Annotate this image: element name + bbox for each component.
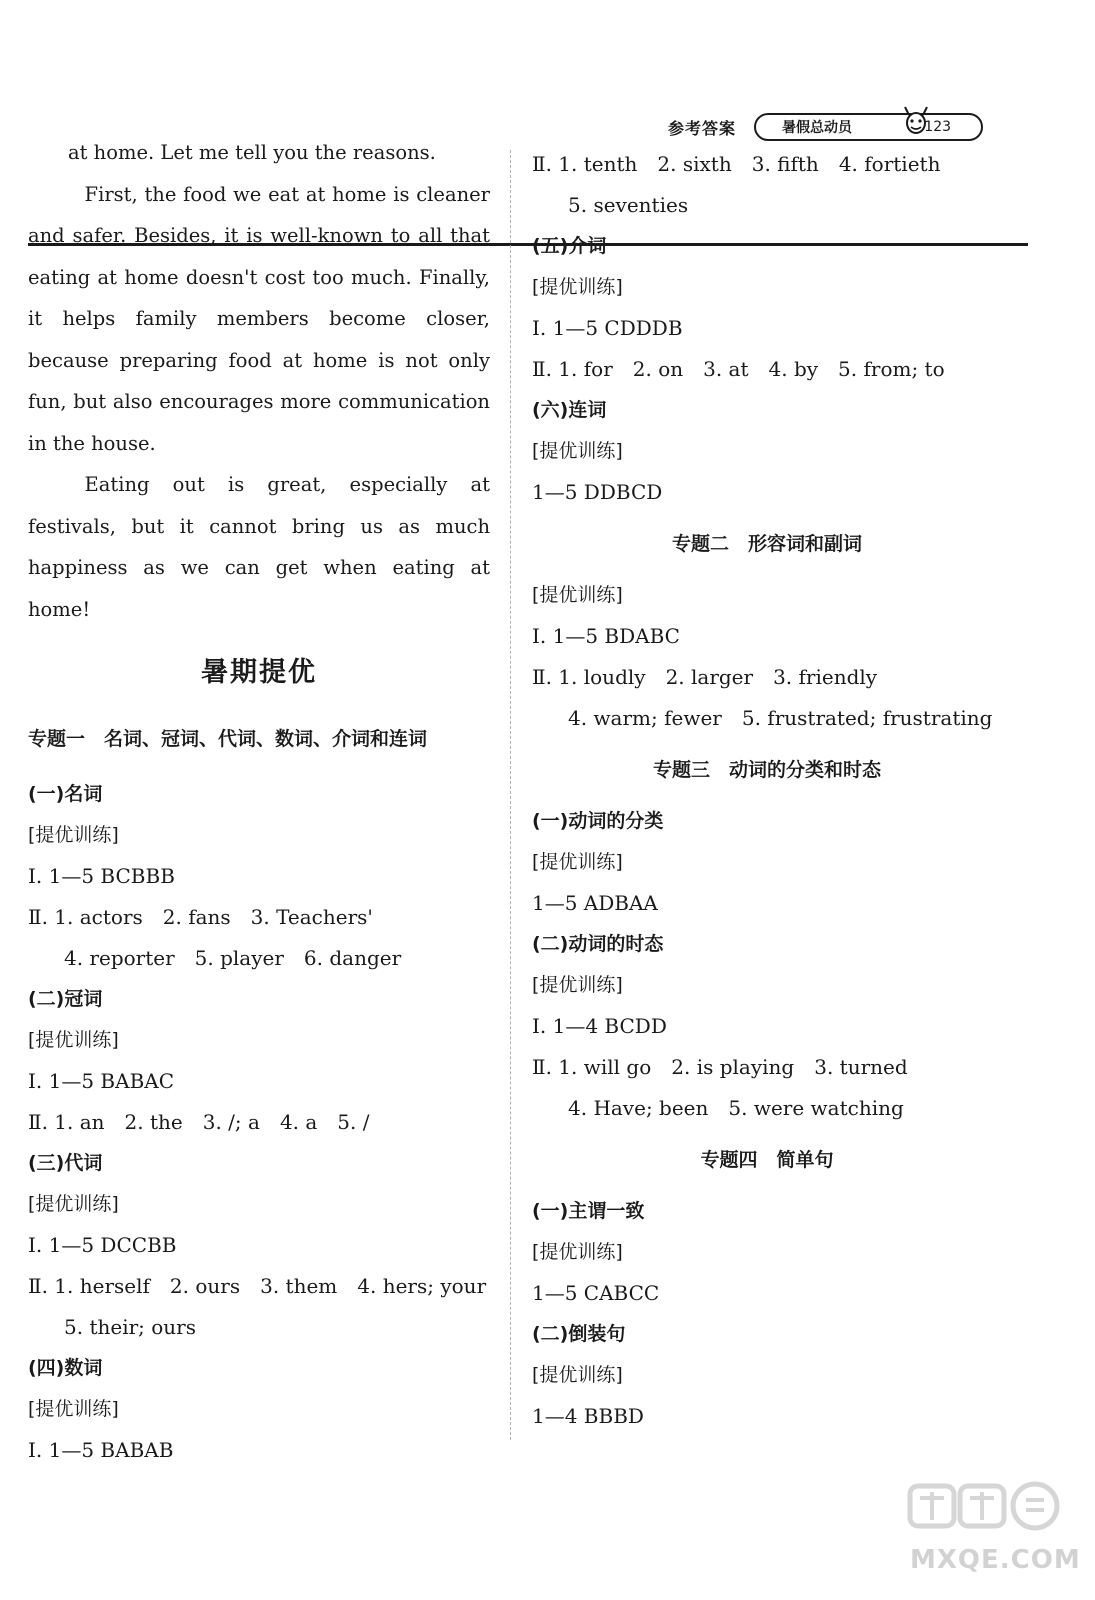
header-series-title: 暑假总动员: [782, 120, 853, 136]
essay-paragraph: Eating out is great, especially at festivals, but it cannot bring us as much happiness as we can get when eating at home!: [28, 473, 490, 621]
answer-line: 1—5 ADBAA: [532, 891, 658, 915]
header-label: 参考答案: [668, 118, 737, 138]
subsection-heading: (一)主谓一致: [532, 1200, 645, 1222]
answer-line: Ⅱ. 1. loudly 2. larger 3. friendly: [532, 665, 878, 689]
answer-line: 4. reporter 5. player 6. danger: [64, 946, 402, 970]
answer-line: 4. warm; fewer 5. frustrated; frustrating: [568, 706, 993, 730]
column-divider: [510, 150, 512, 1440]
subsection-heading: (三)代词: [28, 1152, 103, 1174]
subsection-heading: (二)动词的时态: [532, 933, 664, 955]
training-label: [提优训练]: [532, 1364, 623, 1386]
page-number: 123: [924, 119, 952, 135]
answer-line: 4. Have; been 5. were watching: [568, 1096, 904, 1120]
subsection-heading: (二)倒装句: [532, 1323, 626, 1345]
answer-line: 1—5 CABCC: [532, 1281, 660, 1305]
answer-line: Ⅱ. 1. for 2. on 3. at 4. by 5. from; to: [532, 357, 945, 381]
answer-line: Ⅱ. 1. an 2. the 3. /; a 4. a 5. /: [28, 1110, 370, 1134]
answer-line: Ⅱ. 1. herself 2. ours 3. them 4. hers; your: [28, 1274, 487, 1298]
answer-line: Ⅰ. 1—4 BCDD: [532, 1014, 667, 1038]
answer-line: 5. seventies: [568, 193, 689, 217]
answer-line: 1—4 BBBD: [532, 1404, 644, 1428]
training-label: [提优训练]: [532, 440, 623, 462]
subsection-heading: (一)名词: [28, 783, 103, 805]
header-badge: [754, 113, 983, 141]
right-column: [532, 144, 1002, 1437]
topic-heading: 专题一 名词、冠词、代词、数词、介词和连词: [28, 728, 428, 750]
answer-line: Ⅱ. 1. will go 2. is playing 3. turned: [532, 1055, 908, 1079]
essay-paragraph: at home. Let me tell you the reasons.: [68, 141, 436, 164]
training-label: [提优训练]: [532, 851, 623, 873]
topic-heading: 专题三 动词的分类和时态: [652, 759, 881, 781]
essay-paragraph: First, the food we eat at home is cleaner and safer. Besides, it is well-known to all that eating at home doesn't cost too much. Finally, it helps family members become closer, because preparing food at home is not only fun, but also encourages more communication in the house.: [28, 182, 490, 455]
watermark-text: MXQE.COM: [910, 1545, 1081, 1575]
training-label: [提优训练]: [28, 1029, 119, 1051]
answer-line: Ⅰ. 1—5 BABAB: [28, 1438, 174, 1462]
answer-line: 5. their; ours: [64, 1315, 196, 1339]
subsection-heading: (六)连词: [532, 399, 607, 421]
answer-line: Ⅱ. 1. actors 2. fans 3. Teachers': [28, 905, 373, 929]
answer-line: Ⅰ. 1—5 CDDDB: [532, 316, 683, 340]
answer-line: 1—5 DDBCD: [532, 480, 663, 504]
training-label: [提优训练]: [532, 1241, 623, 1263]
topic-heading: 专题四 简单句: [700, 1149, 834, 1171]
left-column: [28, 132, 490, 1471]
training-label: [提优训练]: [28, 1193, 119, 1215]
section-title: 暑期提优: [201, 657, 317, 688]
training-label: [提优训练]: [28, 824, 119, 846]
answer-line: Ⅰ. 1—5 BDABC: [532, 624, 680, 648]
topic-heading: 专题二 形容词和副词: [671, 533, 862, 555]
training-label: [提优训练]: [532, 276, 623, 298]
subsection-heading: (五)介词: [532, 235, 607, 257]
answer-line: Ⅰ. 1—5 DCCBB: [28, 1233, 177, 1257]
training-label: [提优训练]: [532, 584, 623, 606]
training-label: [提优训练]: [28, 1398, 119, 1420]
subsection-heading: (四)数词: [28, 1357, 103, 1379]
answer-line: Ⅰ. 1—5 BCBBB: [28, 864, 175, 888]
subsection-heading: (二)冠词: [28, 988, 103, 1010]
answer-line: Ⅰ. 1—5 BABAC: [28, 1069, 175, 1093]
training-label: [提优训练]: [532, 974, 623, 996]
page-header: [668, 112, 983, 142]
answer-line: Ⅱ. 1. tenth 2. sixth 3. fifth 4. fortieth: [532, 152, 941, 176]
subsection-heading: (一)动词的分类: [532, 810, 664, 832]
